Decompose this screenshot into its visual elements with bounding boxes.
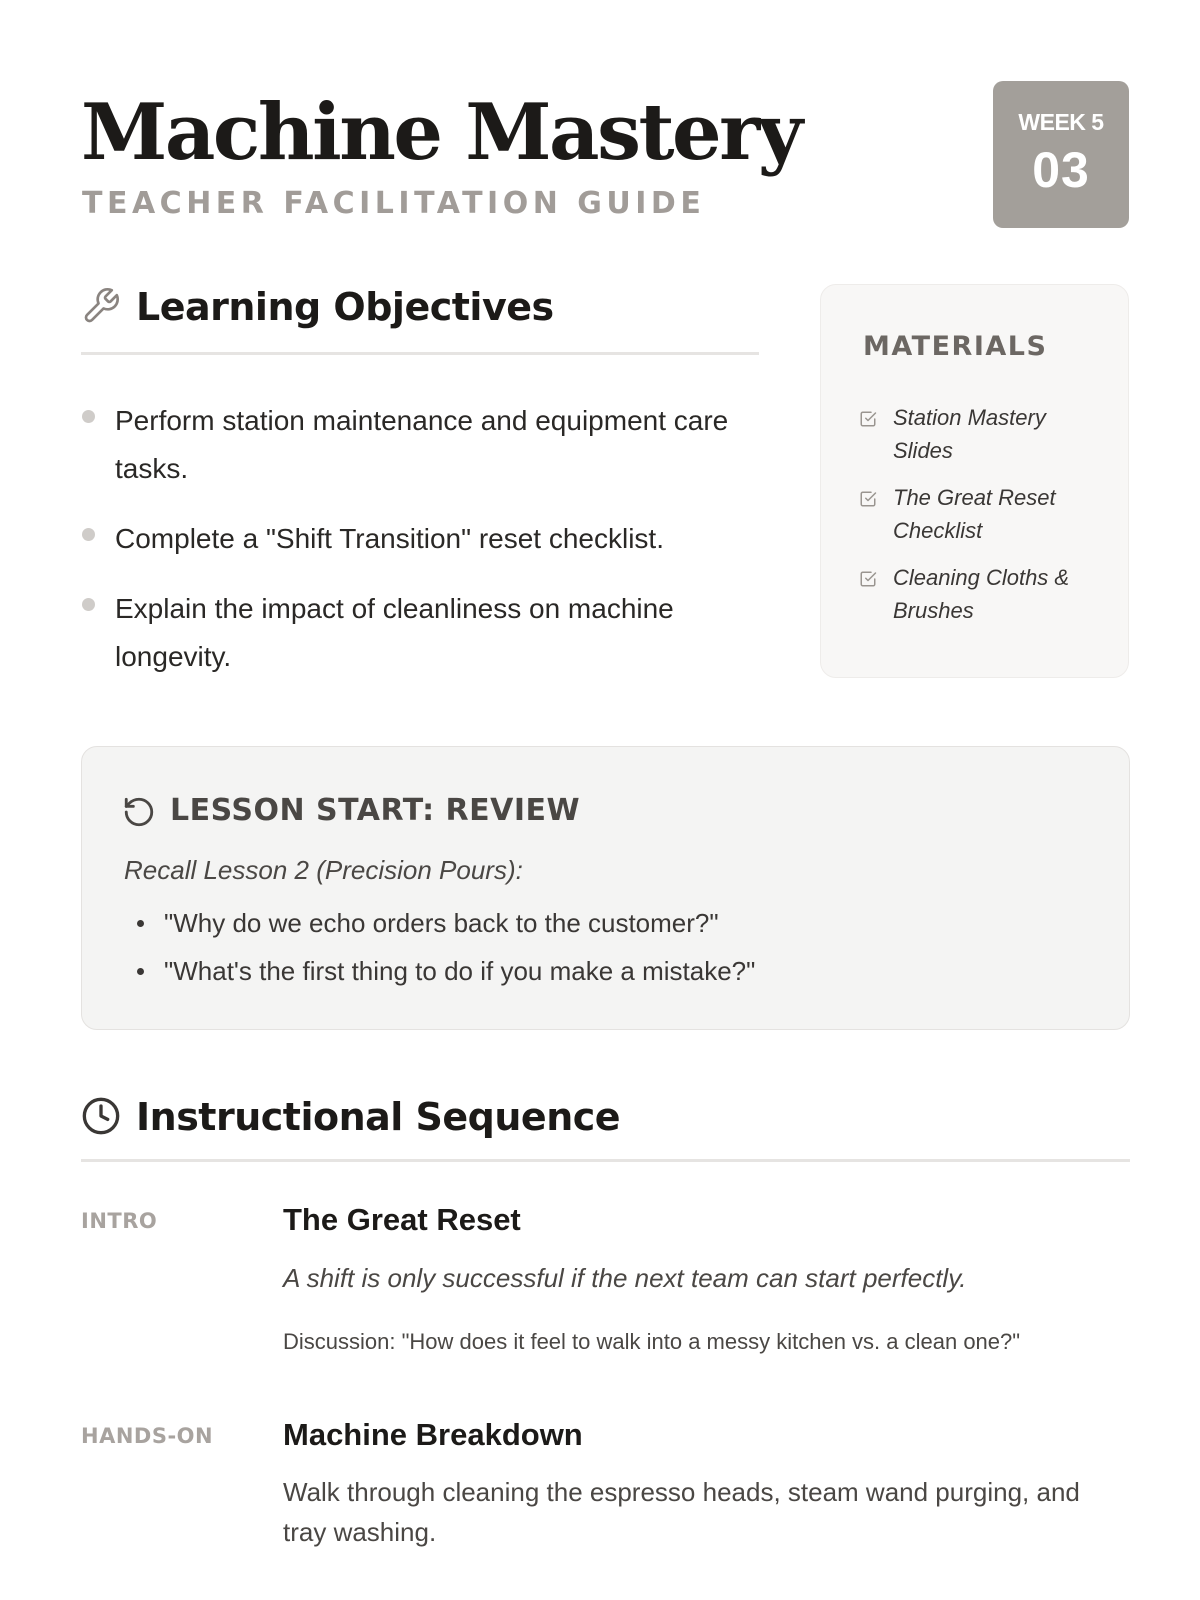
- page-title: Machine Mastery: [81, 87, 801, 178]
- sequence-divider: [81, 1159, 1130, 1162]
- step-discussion: Discussion: "How does it feel to walk into a messy kitchen vs. a clean one?": [283, 1329, 1021, 1354]
- review-card: [81, 746, 1130, 1030]
- objectives-heading: [81, 282, 741, 332]
- week-label: WEEK 5: [1018, 109, 1104, 135]
- facilitation-guide-page: [81, 0, 1130, 1600]
- rotate-ccw-icon: [122, 795, 156, 829]
- objectives-list: [81, 397, 781, 703]
- materials-list: [859, 401, 1099, 641]
- material-label: The Great Reset Checklist: [893, 485, 1056, 543]
- material-label: Cleaning Cloths & Brushes: [893, 565, 1070, 623]
- material-label: Station Mastery Slides: [893, 405, 1046, 463]
- objective-item: Explain the impact of cleanliness on machine longevity.: [81, 585, 781, 681]
- objectives-divider: [81, 352, 759, 355]
- clock-icon: [81, 1096, 121, 1136]
- lesson-number: 03: [1032, 142, 1090, 198]
- material-item: [859, 481, 1099, 547]
- material-item: [859, 561, 1099, 627]
- step-tag: HANDS-ON: [81, 1424, 214, 1448]
- objective-item: Perform station maintenance and equipment care tasks.: [81, 397, 781, 493]
- review-intro: Recall Lesson 2 (Precision Pours):: [124, 855, 523, 885]
- material-item: [859, 401, 1099, 467]
- checkbox-icon: [859, 410, 877, 428]
- review-questions: [124, 899, 755, 995]
- checkbox-icon: [859, 570, 877, 588]
- week-badge: [993, 81, 1129, 228]
- materials-title: MATERIALS: [863, 331, 1048, 362]
- checkbox-icon: [859, 490, 877, 508]
- step-title: The Great Reset: [283, 1202, 521, 1237]
- step-body: Walk through cleaning the espresso heads, steam wand purging, and tray washing.: [283, 1477, 1080, 1547]
- wrench-icon: [81, 286, 121, 326]
- step-title: Machine Breakdown: [283, 1417, 583, 1452]
- review-question: "What's the first thing to do if you make a mistake?": [124, 947, 755, 995]
- step-tag: INTRO: [81, 1209, 158, 1233]
- step-subtitle: A shift is only successful if the next team can start perfectly.: [283, 1263, 967, 1293]
- sequence-heading: [81, 1092, 781, 1142]
- review-question: "Why do we echo orders back to the customer?": [124, 899, 755, 947]
- sequence-title: Instructional Sequence: [136, 1095, 621, 1139]
- page-subtitle: TEACHER FACILITATION GUIDE: [82, 186, 706, 221]
- review-title: LESSON START: REVIEW: [170, 793, 581, 828]
- objectives-title: Learning Objectives: [136, 285, 554, 329]
- materials-card: [820, 284, 1129, 678]
- objective-item: Complete a "Shift Transition" reset checklist.: [81, 515, 781, 563]
